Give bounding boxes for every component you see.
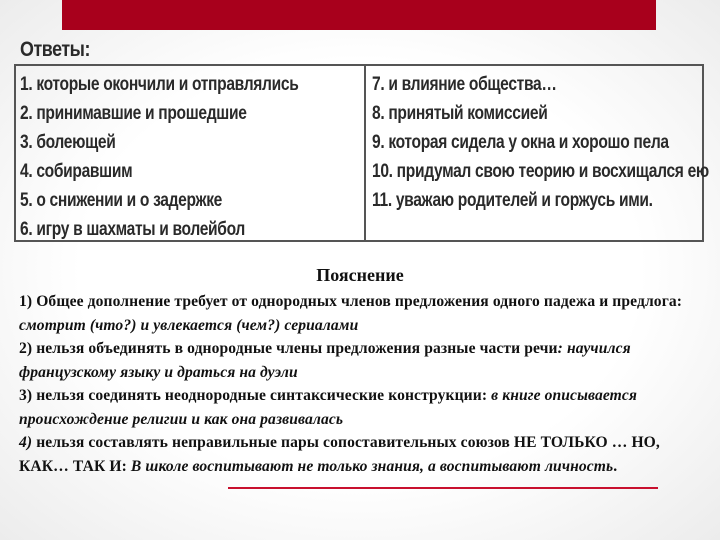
- answer-item: 11. уважаю родителей и горжусь ими.: [372, 190, 653, 211]
- answers-right-column: [372, 70, 720, 215]
- point-example: В школе воспитывают не только знания, а воспитывают личность: [130, 457, 614, 475]
- answer-item: 9. которая сидела у окна и хорошо пела: [372, 132, 669, 153]
- point-example: : научился французскому языку и драться на дуэли: [19, 340, 631, 381]
- answers-left-column: [20, 70, 360, 244]
- explanation-point-4: [19, 431, 703, 478]
- explanation-heading: Пояснение: [316, 265, 404, 285]
- point-example: смотрит (что?) и увлекается (чем?) сериалами: [19, 316, 359, 334]
- point-end: .: [613, 457, 618, 475]
- answers-title: Ответы:: [20, 38, 91, 61]
- point-text: 2) нельзя объединять в однородные члены предложения разные части речи: [19, 340, 558, 357]
- answers-image: [14, 36, 709, 244]
- point-example: в книге описывается происхождение религии и как она развивалась: [19, 387, 638, 428]
- answers-table: [14, 64, 709, 242]
- column-divider: [364, 66, 366, 240]
- answer-item: 7. и влияние общества…: [372, 74, 557, 95]
- point-text: нельзя составлять неправильные пары сопоставительных союзов НЕ ТОЛЬКО … НО, КАК… ТАК И:: [19, 434, 660, 475]
- answer-item: 4. собиравшим: [20, 161, 133, 182]
- explanation-point-1: [19, 290, 703, 337]
- title-bar: [62, 0, 656, 30]
- answer-item: 3. болеющей: [20, 132, 116, 153]
- answer-item: 6. игру в шахматы и волейбол: [20, 219, 245, 240]
- answer-item: 2. принимавшие и прошедшие: [20, 103, 247, 124]
- answer-item: 5. о снижении и о задержке: [20, 190, 223, 211]
- answer-item: 1. которые окончили и отправлялись: [20, 74, 299, 95]
- answer-item: 10. придумал свою теорию и восхищался ею: [372, 161, 709, 182]
- red-underline: [228, 487, 658, 489]
- explanation-point-3: [19, 384, 703, 431]
- answer-item: 8. принятый комиссией: [372, 103, 548, 124]
- point-text: 1) Общее дополнение требует от однородных членов предложения одного падежа и предлога:: [19, 293, 683, 310]
- explanation-point-2: [19, 337, 703, 384]
- point-number: 4): [19, 434, 33, 451]
- explanation-body: [19, 290, 703, 478]
- point-text: 3) нельзя соединять неоднородные синтаксические конструкции:: [19, 387, 492, 404]
